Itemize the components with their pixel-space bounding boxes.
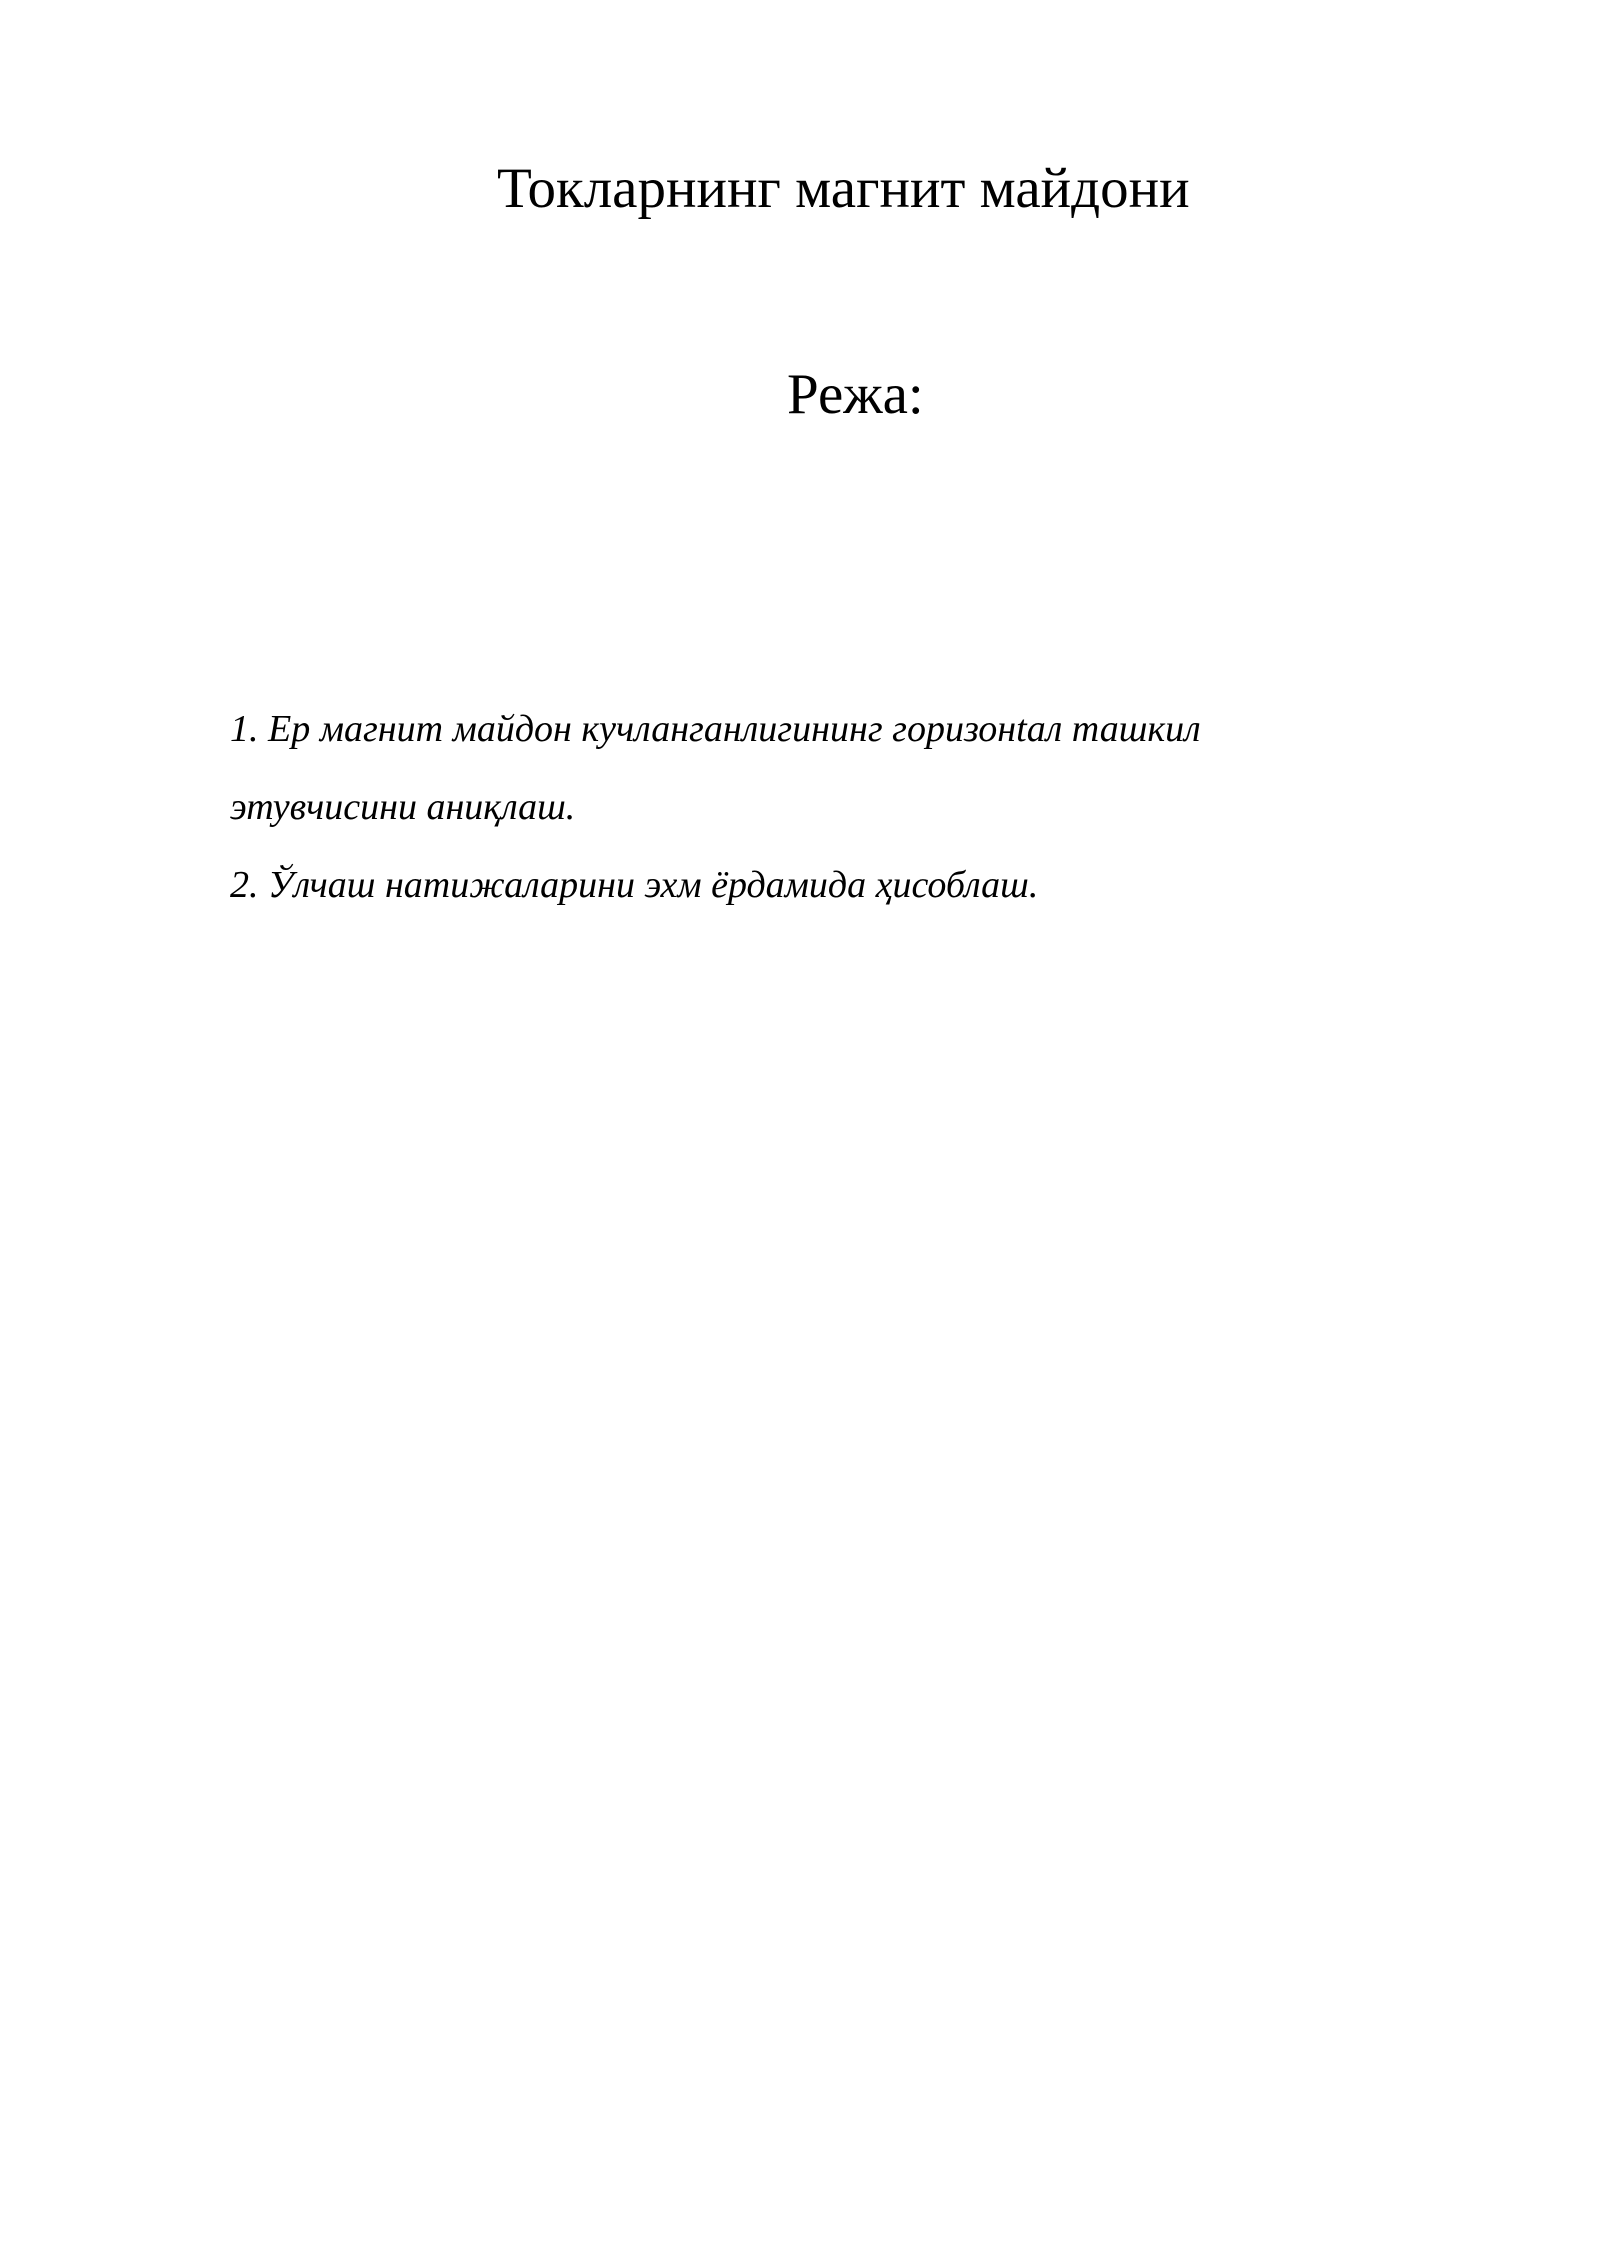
page-title: Токларнинг магнит майдони (497, 157, 1190, 220)
plan-list (230, 690, 1390, 924)
plan-item: 2. Ўлчаш натижаларини эхм ёрдамида ҳисоблаш. (230, 864, 1039, 906)
plan-item: 1. Ер магнит майдон кучланганлигининг горизонtал ташкил этувчисини аниқлаш. (230, 708, 1201, 828)
plan-heading: Режа: (787, 363, 924, 426)
